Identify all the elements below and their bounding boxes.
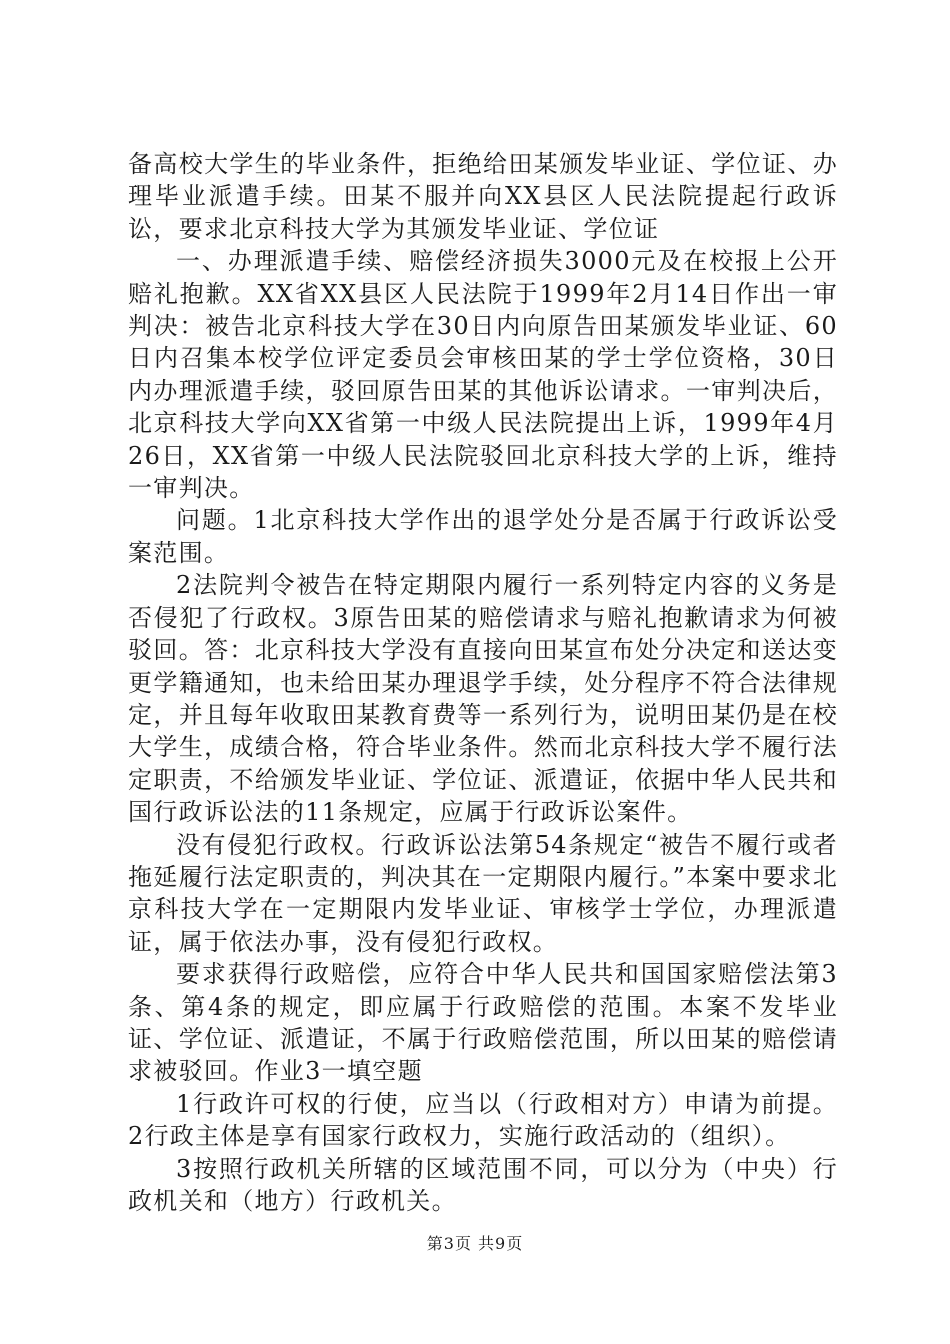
paragraph: 3按照行政机关所辖的区域范围不同，可以分为（中央）行政机关和（地方）行政机关。 bbox=[128, 1154, 838, 1215]
paragraph: 2法院判令被告在特定期限内履行一系列特定内容的义务是否侵犯了行政权。3原告田某的赔偿请求与赔礼抱歉请求为何被驳回。答：北京科技大学没有直接向田某宣布处分决定和送达变更学籍通知，也未给田某办理退学手续，处分程序不符合法律规定，并且每年收取田某教育费等一系列行为，说明田某仍是在校大学生，成绩合格，符合毕业条件。然而北京科技大学不履行法定职责，不给颁发毕业证、学位证、派遣证，依据中华人民共和国行政诉讼法的11条规定，应属于行政诉讼案件。 bbox=[128, 571, 838, 827]
paragraph: 没有侵犯行政权。行政诉讼法第54条规定“被告不履行或者拖延履行法定职责的，判决其在一定期限内履行。”本案中要求北京科技大学在一定期限内发毕业证、审核学士学位，办理派遣证，属于依法办事，没有侵犯行政权。 bbox=[128, 830, 838, 956]
document-body bbox=[128, 148, 838, 1217]
paragraph: 备高校大学生的毕业条件，拒绝给田某颁发毕业证、学位证、办理毕业派遣手续。田某不服并向XX县区人民法院提起行政诉讼，要求北京科技大学为其颁发毕业证、学位证 bbox=[128, 150, 838, 243]
paragraph: 1行政许可权的行使，应当以（行政相对方）申请为前提。2行政主体是享有国家行政权力，实施行政活动的（组织）。 bbox=[128, 1089, 838, 1151]
page-footer bbox=[0, 1231, 950, 1254]
page-number: 第3页 共9页 bbox=[426, 1234, 524, 1253]
paragraph: 要求获得行政赔偿，应符合中华人民共和国国家赔偿法第3条、第4条的规定，即应属于行政赔偿的范围。本案不发毕业证、学位证、派遣证，不属于行政赔偿范围，所以田某的赔偿请求被驳回。作业3一填空题 bbox=[128, 960, 838, 1086]
paragraph: 一、办理派遣手续、赔偿经济损失3000元及在校报上公开赔礼抱歉。XX省XX县区人民法院于1999年2月14日作出一审判决：被告北京科技大学在30日内向原告田某颁发毕业证、60日内召集本校学位评定委员会审核田某的学士学位资格，30日内办理派遣手续，驳回原告田某的其他诉讼请求。一审判决后，北京科技大学向XX省第一中级人民法院提出上诉，1999年4月26日，XX省第一中级人民法院驳回北京科技大学的上诉，维持一审判决。 bbox=[128, 247, 838, 503]
paragraph: 问题。1北京科技大学作出的退学处分是否属于行政诉讼受案范围。 bbox=[128, 506, 838, 567]
